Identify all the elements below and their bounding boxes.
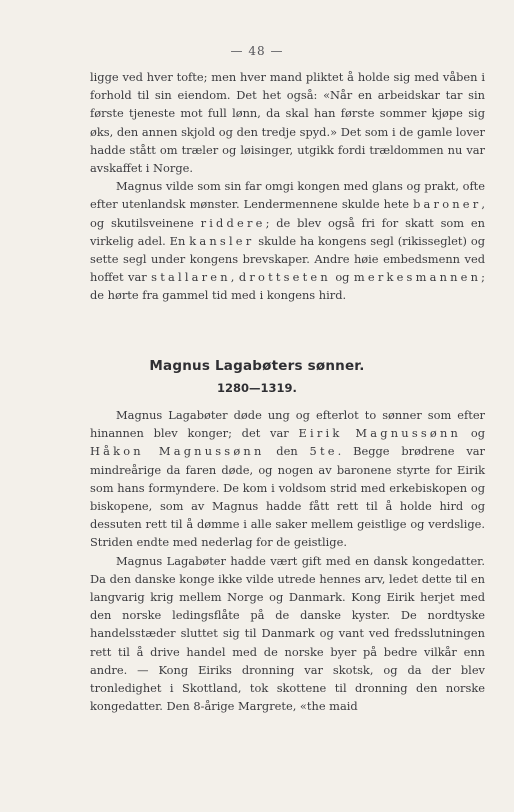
paragraph-sons: Magnus Lagabøter døde ung og efterlot to sønner som efter hinannen blev konger; det var Eirik Magnussønn og Håkon Magnussønn den 5te. Begge brødrene var mindreårige da faren døde, og nogen av baronene styrte for Eirik som hans formyndere. De kom i voldsom strid med erkebiskopen og biskopene, som av Magnus hadde fått rett til å holde hird og dessuten rett til å dømme i alle saker mellem geistlige og verdslige. Striden endte med nederlag for de geistlige. [90, 408, 485, 550]
term-stallaren: stallaren [151, 270, 231, 285]
bottom-text-block [90, 406, 485, 715]
term-baroner: baroner [413, 197, 482, 212]
name-eirik: Eirik Magnussønn [298, 426, 462, 441]
section-years: 1280—1319. [217, 381, 297, 395]
name-hakon: Håkon Magnussønn [90, 444, 265, 459]
term-riddere: riddere [200, 215, 266, 230]
ordinal-fifth: 5te [309, 444, 338, 459]
section-title: Magnus Lagabøters sønner. [149, 358, 365, 374]
term-merkesmannen: merkesmannen [353, 270, 482, 285]
term-kansler: kansler [189, 233, 255, 248]
top-text-block [90, 68, 485, 305]
paragraph-weapons: ligge ved hver tofte; men hver mand pliktet å holde sig med våben i forhold til sin eiendom. Det het også: «Når en arbeidskar tar sin første tjeneste mot full lønn, da skal han første sommer kjøpe sig øks, den annen skjold og den tredje spyd.» Det som i de gamle lover hadde stått om træler og løisinger, utgikk fordi trældommen nu var avskaffet i Norge. [90, 70, 485, 176]
page-number: — 48 — [230, 44, 284, 58]
term-drottseten: drottseten [238, 270, 331, 285]
paragraph-court-titles: Magnus vilde som sin far omgi kongen med glans og prakt, ofte efter utenlandsk mønster. Lendermennene skulde hete baroner, og skutilsveinene riddere; de blev også fri for skatt som en virkelig adel. En kansler skulde ha kongens segl (rikisseglet) og sette segl under kongens brevskaper. Andre høie embedsmenn ved hoffet var stallaren, drottseten og merkesmannen; de hørte fra gammel tid med i kongens hird. [90, 179, 485, 303]
paragraph-war-denmark: Magnus Lagabøter hadde vært gift med en dansk kongedatter. Da den danske konge ikke vilde utrede hennes arv, ledet dette til en langvarig krig mellem Norge og Danmark. Kong Eirik herjet med den norske ledingsflåte på de danske kyster. De nordtyske handelsstæder sluttet sig til Danmark og vant ved fredsslutningen rett til å drive handel med de norske byer på bedre vilkår enn andre. — Kong Eiriks dronning var skotsk, og da der blev tronledighet i Skottland, tok skottene til dronning den norske kongedatter. Den 8-årige Margrete, «the maid [90, 553, 485, 714]
